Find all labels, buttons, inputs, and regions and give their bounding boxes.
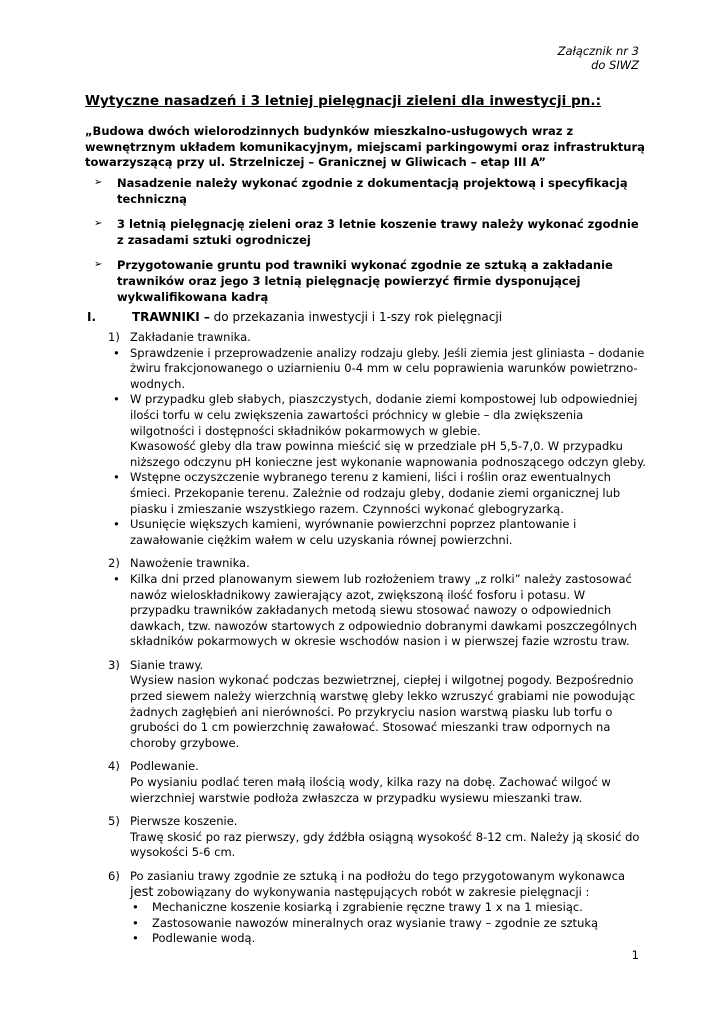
page-number: 1 xyxy=(631,948,639,962)
arrow-bullet-icon: ➢ xyxy=(94,177,103,188)
step-number: 2) xyxy=(108,556,120,571)
bullet-icon: • xyxy=(132,915,139,930)
list-item xyxy=(132,931,648,947)
bullet-text: Sprawdzenie i przeprowadzenie analizy rodzaju gleby. Jeśli ziemia jest gliniasta – dodanie żwiru frakcjonowanego o uziarnieniu 0-4 mm w celu poprawienia warunków powietrzno-wodnych. xyxy=(130,345,645,391)
step-text-emphasis: jest xyxy=(130,884,154,900)
step-4 xyxy=(108,759,648,806)
spacer xyxy=(108,751,648,759)
spacer xyxy=(108,861,648,869)
arrow-bullet-icon: ➢ xyxy=(94,218,103,229)
step-number: 3) xyxy=(108,657,120,672)
spacer xyxy=(108,650,648,658)
bullet-item xyxy=(108,392,648,470)
investment-name: „Budowa dwóch wielorodzinnych budynków mieszkalno-usługowych wraz z wewnętrznym układem komunikacyjnym, miejscami parkingowymi oraz infrastrukturą towarzyszącą przy ul. Strzelniczej – Granicznej w Gliwicach – etap III A” xyxy=(85,124,645,169)
bullet-icon: • xyxy=(113,517,120,532)
list-item-text: Podlewanie wodą. xyxy=(152,931,256,946)
step-title: Podlewanie. xyxy=(130,759,199,774)
attachment-number: Załącznik nr 3 xyxy=(557,44,639,58)
step-number: 1) xyxy=(108,330,120,344)
step-title: Pierwsze koszenie. xyxy=(130,814,238,829)
guidelines-list xyxy=(94,175,639,314)
guideline-text: Przygotowanie gruntu pod trawniki wykonać zgodnie ze sztuką a zakładanie trawników oraz jego 3 letnią pielęgnację powierzyć firmie dysponującej wykwalifikowana kadrą xyxy=(117,258,613,304)
bullet-icon: • xyxy=(132,900,139,915)
bullet-item xyxy=(108,517,648,548)
step-3 xyxy=(108,658,648,752)
bullet-item xyxy=(108,346,648,393)
section-body xyxy=(108,330,648,947)
step-number: 5) xyxy=(108,814,120,829)
spacer xyxy=(108,548,648,556)
bullet-icon: • xyxy=(113,571,120,586)
step-title: Zakładanie trawnika. xyxy=(130,330,251,344)
bullet-icon: • xyxy=(113,470,120,485)
step-number: 6) xyxy=(108,869,120,883)
document-title: Wytyczne nasadzeń i 3 letniej pielęgnacji zieleni dla inwestycji pn.: xyxy=(85,93,602,109)
bullet-text: Kilka dni przed planowanym siewem lub rozłożeniem trawy „z rolki” należy zastosować nawóz wieloskładnikowy zawierający azot, zwiększoną ilość fosforu i potasu. W przypadku trawników zakładanych metodą siewu stosować nawozy o odpowiednich dawkach, tzw. nawozów startowych z odpowiednio dobranymi dawkami poszczególnych składników pokarmowych w okresie wschodów nasion i w pierwszej fazie wzrostu traw. xyxy=(130,571,638,649)
section-number: I. xyxy=(87,310,97,324)
care-tasks-list xyxy=(108,900,648,947)
bullet-text: W przypadku gleb słabych, piaszczystych, dodanie ziemi kompostowej lub odpowiedniej ilości torfu w celu zwiększenia zawartości próchnicy w glebie – dla zwiększenia wilgotności i dostępności składników pokarmowych w glebie. xyxy=(130,392,638,438)
list-item xyxy=(132,900,648,916)
bullet-item xyxy=(108,572,648,650)
step-text: Po zasianiu trawy zgodnie ze sztuką i na podłożu do tego przygotowanym wykonawca xyxy=(130,869,626,883)
bullet-icon: • xyxy=(132,931,139,946)
bullet-icon: • xyxy=(113,392,120,407)
bullet-text: Usunięcie większych kamieni, wyrównanie powierzchni poprzez plantowanie i zawałowanie ciężkim wałem w celu uzyskania równej powierzchni. xyxy=(130,517,577,547)
attachment-reference: do SIWZ xyxy=(591,58,639,72)
section-heading xyxy=(87,310,502,324)
guideline-item xyxy=(94,257,639,305)
spacer xyxy=(108,806,648,814)
list-item xyxy=(132,916,648,932)
list-item-text: Mechaniczne koszenie kosiarką i zgrabienie ręczne trawy 1 x na 1 miesiąc. xyxy=(152,900,583,915)
step-title: Nawożenie trawnika. xyxy=(130,556,250,571)
step-text: Po wysianiu podlać teren małą ilością wody, kilka razy na dobę. Zachować wilgoć w wierzchniej warstwie podłoża zwłaszcza w przypadku wysiewu mieszanki traw. xyxy=(130,775,611,805)
attachment-label xyxy=(558,44,639,72)
step-title: Sianie trawy. xyxy=(130,657,204,672)
step-6 xyxy=(108,869,648,900)
guideline-item xyxy=(94,216,639,248)
bullet-item xyxy=(108,470,648,517)
guideline-text: 3 letnią pielęgnację zieleni oraz 3 letnie koszenie trawy należy wykonać zgodnie z zasadami sztuki ogrodniczej xyxy=(117,217,639,247)
bullet-icon: • xyxy=(113,345,120,360)
step-2 xyxy=(108,556,648,572)
step-5 xyxy=(108,814,648,861)
step-1 xyxy=(108,330,648,346)
section-title: TRAWNIKI – xyxy=(132,310,210,324)
guideline-text: Nasadzenie należy wykonać zgodnie z dokumentacją projektową i specyfikacją techniczną xyxy=(117,176,628,206)
bullet-text: Wstępne oczyszczenie wybranego terenu z kamieni, liści i roślin oraz ewentualnych śmieci. Przekopanie terenu. Zależnie od rodzaju gleby, dodanie ziemi organicznej lub piasku i zmieszanie wszystkiego razem. Czynności wykonać glebogryzarką. xyxy=(130,470,621,516)
section-subtitle: do przekazania inwestycji i 1-szy rok pielęgnacji xyxy=(209,310,503,324)
step-text: Wysiew nasion wykonać podczas bezwietrznej, ciepłej i wilgotnej pogody. Bezpośrednio przed siewem należy wierzchnią warstwę gleby lekko wzruszyć grabiami nie powodując żadnych zagłębień ani nierówności. Po przykryciu nasion warstwą piasku lub torfu o grubości do 1 cm powierzchnię zawałować. Stosować mieszanki traw odpornych na choroby grzybowe. xyxy=(130,673,636,750)
guideline-item xyxy=(94,175,639,207)
step-text: zobowiązany do wykonywania następujących robót w zakresie pielęgnacji : xyxy=(153,884,590,899)
bullet-text: Kwasowość gleby dla traw powinna mieścić się w przedziale pH 5,5-7,0. W przypadku niższego odczynu pH konieczne jest wykonanie wapnowania podnoszącego odczyn gleby. xyxy=(130,439,646,469)
step-text: Trawę skosić po raz pierwszy, gdy źdźbła osiągną wysokość 8-12 cm. Należy ją skosić do wysokości 5-6 cm. xyxy=(130,829,640,860)
step-number: 4) xyxy=(108,759,120,774)
arrow-bullet-icon: ➢ xyxy=(94,259,103,270)
list-item-text: Zastosowanie nawozów mineralnych oraz wysianie trawy – zgodnie ze sztuką xyxy=(152,915,599,930)
